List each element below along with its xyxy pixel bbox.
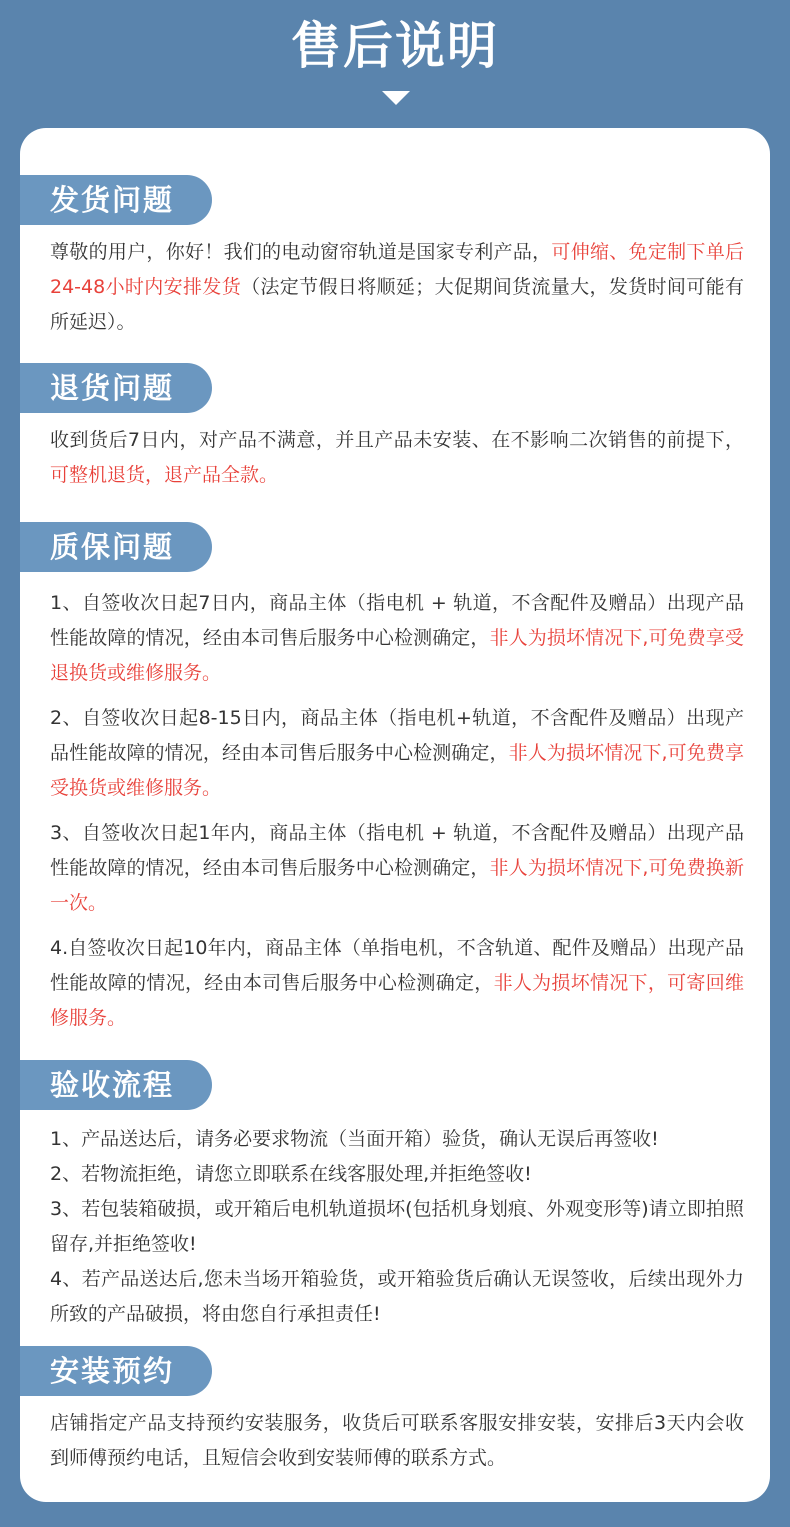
warranty-item-highlight: 非人为损坏情况下,可免费换新一次。 — [50, 857, 744, 914]
warranty-item — [50, 586, 744, 691]
returns-text-a: 收到货后7日内，对产品不满意，并且产品未安装、在不影响二次销售的前提下， — [50, 429, 744, 451]
warranty-item-text: 1、自签收次日起7日内，商品主体（指电机 + 轨道，不含配件及赠品）出现产品性能故障的情况，经由本司售后服务中心检测确定， — [50, 592, 744, 649]
warranty-item-highlight: 非人为损坏情况下,可免费享受退换货或维修服务。 — [50, 627, 744, 684]
returns-text — [50, 423, 744, 493]
section-shipping — [20, 175, 770, 340]
inspection-list — [50, 1122, 744, 1332]
section-inspection — [20, 1060, 770, 1332]
down-arrow-icon — [382, 91, 410, 105]
inspection-item: 3、若包装箱破损，或开箱后电机轨道损坏(包括机身划痕、外观变形等)请立即拍照留存,并拒绝签收! — [50, 1198, 744, 1255]
warranty-list — [50, 586, 744, 1036]
inspection-item: 4、若产品送达后,您未当场开箱验货，或开箱验货后确认无误签收，后续出现外力所致的产品破损，将由您自行承担责任! — [50, 1268, 744, 1325]
section-title-warranty: 质保问题 — [20, 522, 212, 572]
section-title-shipping: 发货问题 — [20, 175, 212, 225]
section-warranty — [20, 522, 770, 1046]
warranty-item-text: 3、自签收次日起1年内，商品主体（指电机 + 轨道，不含配件及赠品）出现产品性能故障的情况，经由本司售后服务中心检测确定， — [50, 822, 744, 879]
warranty-item-text: 2、自签收次日起8-15日内，商品主体（指电机+轨道，不含配件及赠品）出现产品性能故障的情况，经由本司售后服务中心检测确定， — [50, 707, 744, 764]
page-header — [0, 0, 790, 128]
shipping-text-b: （法定节假日将顺延；大促期间货流量大，发货时间可能有所延迟）。 — [50, 276, 744, 333]
warranty-item-highlight: 非人为损坏情况下,可免费享受换货或维修服务。 — [50, 742, 744, 799]
warranty-item — [50, 931, 744, 1036]
section-title-returns: 退货问题 — [20, 363, 212, 413]
warranty-item — [50, 701, 744, 806]
content-card — [20, 128, 770, 1502]
warranty-item-highlight: 非人为损坏情况下，可寄回维修服务。 — [50, 972, 744, 1029]
shipping-text — [50, 235, 744, 340]
returns-highlight: 可整机退货，退产品全款。 — [50, 464, 279, 486]
section-title-installation: 安装预约 — [20, 1346, 212, 1396]
section-title-inspection: 验收流程 — [20, 1060, 212, 1110]
inspection-item: 2、若物流拒绝，请您立即联系在线客服处理,并拒绝签收! — [50, 1163, 532, 1185]
warranty-item-text: 4.自签收次日起10年内，商品主体（单指电机，不含轨道、配件及赠品）出现产品性能故障的情况，经由本司售后服务中心检测确定， — [50, 937, 744, 994]
warranty-item — [50, 816, 744, 921]
installation-text: 店铺指定产品支持预约安装服务，收货后可联系客服安排安装，安排后3天内会收到师傅预约电话，且短信会收到安装师傅的联系方式。 — [50, 1412, 744, 1469]
shipping-highlight: 可伸缩、免定制下单后24-48小时内安排发货 — [50, 241, 744, 298]
page-title: 售后说明 — [291, 17, 499, 75]
shipping-text-a: 尊敬的用户，你好！我们的电动窗帘轨道是国家专利产品， — [50, 241, 552, 263]
inspection-item: 1、产品送达后，请务必要求物流（当面开箱）验货，确认无误后再签收! — [50, 1128, 659, 1150]
section-installation — [20, 1346, 770, 1476]
section-returns — [20, 363, 770, 493]
